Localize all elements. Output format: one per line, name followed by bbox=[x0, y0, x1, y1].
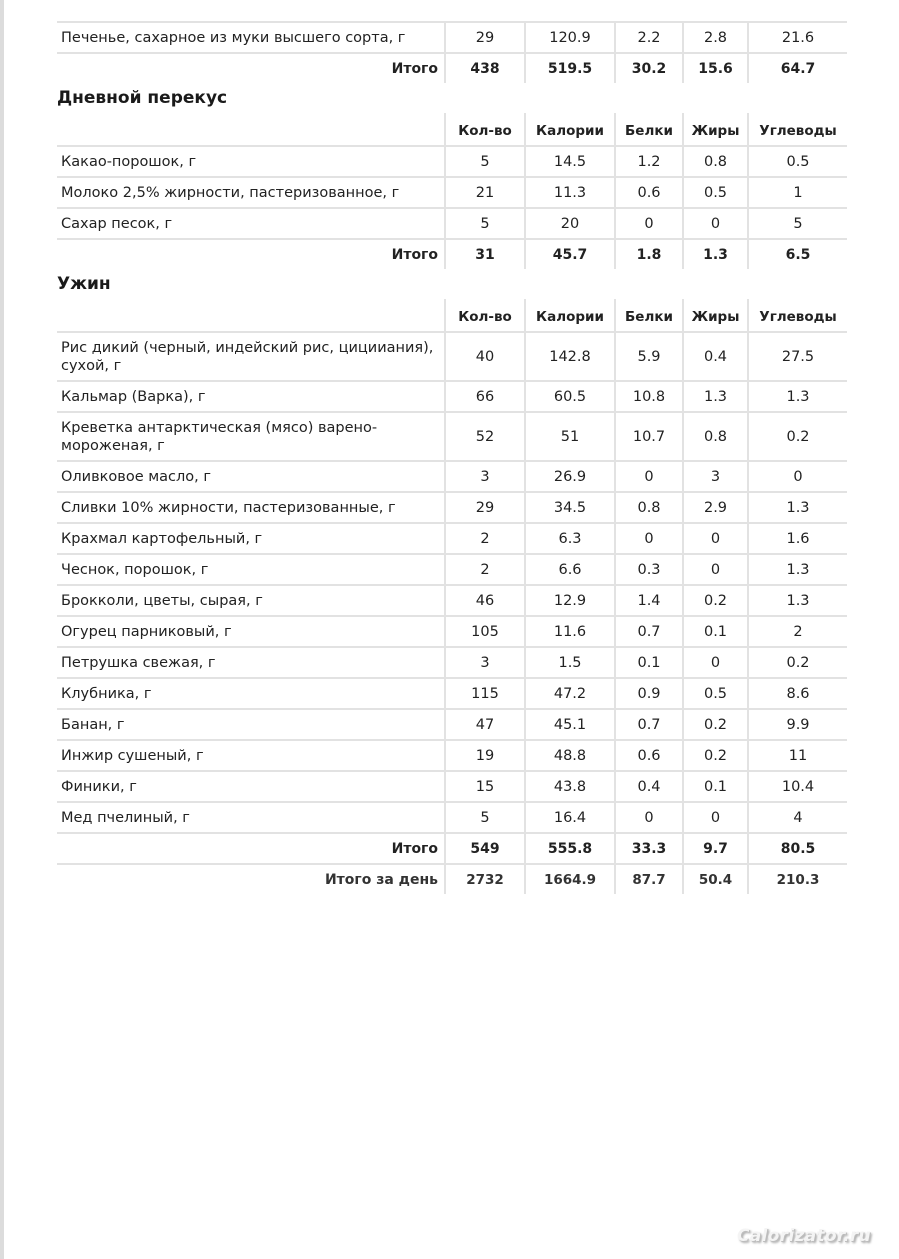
food-qty: 52 bbox=[445, 412, 525, 461]
food-row bbox=[57, 523, 847, 554]
total-fat: 1.3 bbox=[683, 239, 748, 269]
food-name: Петрушка свежая, г bbox=[57, 647, 445, 678]
food-qty: 40 bbox=[445, 332, 525, 381]
food-protein: 0 bbox=[615, 802, 683, 833]
food-calories: 34.5 bbox=[525, 492, 615, 523]
food-calories: 16.4 bbox=[525, 802, 615, 833]
day-total-carbs: 210.3 bbox=[748, 864, 847, 894]
food-name: Креветка антарктическая (мясо) варено-мороженая, г bbox=[57, 412, 445, 461]
total-row bbox=[57, 53, 847, 83]
food-name: Рис дикий (черный, индейский рис, цицииания), сухой, г bbox=[57, 332, 445, 381]
table-header-row bbox=[57, 299, 847, 332]
food-protein: 0.6 bbox=[615, 740, 683, 771]
dinner-table bbox=[57, 299, 847, 894]
food-fat: 0.5 bbox=[683, 678, 748, 709]
food-carbs: 0 bbox=[748, 461, 847, 492]
food-row bbox=[57, 146, 847, 177]
food-carbs: 0.2 bbox=[748, 647, 847, 678]
food-carbs: 9.9 bbox=[748, 709, 847, 740]
food-calories: 142.8 bbox=[525, 332, 615, 381]
food-row bbox=[57, 647, 847, 678]
food-row bbox=[57, 492, 847, 523]
food-fat: 0.1 bbox=[683, 616, 748, 647]
food-row bbox=[57, 22, 847, 53]
food-qty: 29 bbox=[445, 22, 525, 53]
food-row bbox=[57, 177, 847, 208]
food-carbs: 5 bbox=[748, 208, 847, 239]
food-name: Сахар песок, г bbox=[57, 208, 445, 239]
header-fat: Жиры bbox=[683, 113, 748, 146]
food-qty: 46 bbox=[445, 585, 525, 616]
food-name: Чеснок, порошок, г bbox=[57, 554, 445, 585]
total-carbs: 6.5 bbox=[748, 239, 847, 269]
food-row bbox=[57, 678, 847, 709]
food-fat: 0 bbox=[683, 523, 748, 554]
food-protein: 0.6 bbox=[615, 177, 683, 208]
food-fat: 0 bbox=[683, 647, 748, 678]
food-name: Крахмал картофельный, г bbox=[57, 523, 445, 554]
snack-table bbox=[57, 113, 847, 269]
food-protein: 0 bbox=[615, 461, 683, 492]
total-fat: 15.6 bbox=[683, 53, 748, 83]
food-row bbox=[57, 332, 847, 381]
food-calories: 45.1 bbox=[525, 709, 615, 740]
food-qty: 5 bbox=[445, 146, 525, 177]
food-name: Банан, г bbox=[57, 709, 445, 740]
food-name: Брокколи, цветы, сырая, г bbox=[57, 585, 445, 616]
food-protein: 0 bbox=[615, 208, 683, 239]
food-fat: 2.8 bbox=[683, 22, 748, 53]
food-calories: 47.2 bbox=[525, 678, 615, 709]
food-name: Печенье, сахарное из муки высшего сорта, г bbox=[57, 22, 445, 53]
total-protein: 33.3 bbox=[615, 833, 683, 864]
food-row bbox=[57, 616, 847, 647]
food-carbs: 1.3 bbox=[748, 585, 847, 616]
food-protein: 0.3 bbox=[615, 554, 683, 585]
header-protein: Белки bbox=[615, 113, 683, 146]
total-protein: 1.8 bbox=[615, 239, 683, 269]
food-protein: 5.9 bbox=[615, 332, 683, 381]
food-calories: 6.3 bbox=[525, 523, 615, 554]
total-row bbox=[57, 833, 847, 864]
header-qty: Кол-во bbox=[445, 299, 525, 332]
header-carbs: Углеводы bbox=[748, 299, 847, 332]
food-protein: 0.4 bbox=[615, 771, 683, 802]
food-carbs: 27.5 bbox=[748, 332, 847, 381]
food-fat: 0.8 bbox=[683, 412, 748, 461]
food-carbs: 2 bbox=[748, 616, 847, 647]
food-calories: 60.5 bbox=[525, 381, 615, 412]
food-carbs: 1.3 bbox=[748, 492, 847, 523]
food-qty: 115 bbox=[445, 678, 525, 709]
header-carbs: Углеводы bbox=[748, 113, 847, 146]
food-calories: 1.5 bbox=[525, 647, 615, 678]
food-qty: 29 bbox=[445, 492, 525, 523]
food-calories: 26.9 bbox=[525, 461, 615, 492]
food-protein: 0.7 bbox=[615, 709, 683, 740]
total-carbs: 64.7 bbox=[748, 53, 847, 83]
total-qty: 438 bbox=[445, 53, 525, 83]
food-qty: 66 bbox=[445, 381, 525, 412]
food-name: Мед пчелиный, г bbox=[57, 802, 445, 833]
food-qty: 5 bbox=[445, 208, 525, 239]
food-carbs: 21.6 bbox=[748, 22, 847, 53]
total-calories: 519.5 bbox=[525, 53, 615, 83]
food-fat: 0.8 bbox=[683, 146, 748, 177]
total-carbs: 80.5 bbox=[748, 833, 847, 864]
table-header-row bbox=[57, 113, 847, 146]
food-row bbox=[57, 412, 847, 461]
food-protein: 0.8 bbox=[615, 492, 683, 523]
food-fat: 3 bbox=[683, 461, 748, 492]
food-row bbox=[57, 461, 847, 492]
total-qty: 549 bbox=[445, 833, 525, 864]
food-qty: 2 bbox=[445, 554, 525, 585]
day-total-fat: 50.4 bbox=[683, 864, 748, 894]
day-total-calories: 1664.9 bbox=[525, 864, 615, 894]
meal-plan-document bbox=[57, 0, 847, 894]
food-name: Кальмар (Варка), г bbox=[57, 381, 445, 412]
food-carbs: 1.6 bbox=[748, 523, 847, 554]
food-name: Оливковое масло, г bbox=[57, 461, 445, 492]
food-row bbox=[57, 709, 847, 740]
total-protein: 30.2 bbox=[615, 53, 683, 83]
header-blank bbox=[57, 299, 445, 332]
food-name: Финики, г bbox=[57, 771, 445, 802]
food-protein: 2.2 bbox=[615, 22, 683, 53]
food-fat: 0.4 bbox=[683, 332, 748, 381]
food-row bbox=[57, 740, 847, 771]
food-qty: 19 bbox=[445, 740, 525, 771]
food-fat: 0.1 bbox=[683, 771, 748, 802]
food-row bbox=[57, 554, 847, 585]
food-name: Сливки 10% жирности, пастеризованные, г bbox=[57, 492, 445, 523]
total-qty: 31 bbox=[445, 239, 525, 269]
food-calories: 120.9 bbox=[525, 22, 615, 53]
food-fat: 2.9 bbox=[683, 492, 748, 523]
header-qty: Кол-во bbox=[445, 113, 525, 146]
food-carbs: 1 bbox=[748, 177, 847, 208]
food-carbs: 8.6 bbox=[748, 678, 847, 709]
food-fat: 0.5 bbox=[683, 177, 748, 208]
header-blank bbox=[57, 113, 445, 146]
food-qty: 15 bbox=[445, 771, 525, 802]
section-title-snack: Дневной перекус bbox=[57, 88, 228, 108]
food-protein: 1.2 bbox=[615, 146, 683, 177]
food-row bbox=[57, 802, 847, 833]
food-carbs: 10.4 bbox=[748, 771, 847, 802]
food-protein: 1.4 bbox=[615, 585, 683, 616]
food-carbs: 1.3 bbox=[748, 381, 847, 412]
header-calories: Калории bbox=[525, 113, 615, 146]
food-fat: 0 bbox=[683, 554, 748, 585]
section-title-dinner: Ужин bbox=[57, 274, 111, 294]
day-total-protein: 87.7 bbox=[615, 864, 683, 894]
food-qty: 2 bbox=[445, 523, 525, 554]
food-calories: 12.9 bbox=[525, 585, 615, 616]
food-calories: 51 bbox=[525, 412, 615, 461]
header-protein: Белки bbox=[615, 299, 683, 332]
food-calories: 20 bbox=[525, 208, 615, 239]
food-carbs: 0.2 bbox=[748, 412, 847, 461]
food-protein: 0.9 bbox=[615, 678, 683, 709]
total-label: Итого bbox=[57, 239, 445, 269]
food-name: Какао-порошок, г bbox=[57, 146, 445, 177]
food-qty: 5 bbox=[445, 802, 525, 833]
day-total-qty: 2732 bbox=[445, 864, 525, 894]
food-calories: 6.6 bbox=[525, 554, 615, 585]
food-fat: 1.3 bbox=[683, 381, 748, 412]
food-row bbox=[57, 381, 847, 412]
food-row bbox=[57, 585, 847, 616]
food-calories: 11.6 bbox=[525, 616, 615, 647]
food-qty: 105 bbox=[445, 616, 525, 647]
header-calories: Калории bbox=[525, 299, 615, 332]
total-row bbox=[57, 239, 847, 269]
food-carbs: 4 bbox=[748, 802, 847, 833]
food-carbs: 1.3 bbox=[748, 554, 847, 585]
food-fat: 0 bbox=[683, 802, 748, 833]
header-fat: Жиры bbox=[683, 299, 748, 332]
food-row bbox=[57, 771, 847, 802]
food-qty: 3 bbox=[445, 461, 525, 492]
food-carbs: 0.5 bbox=[748, 146, 847, 177]
food-name: Огурец парниковый, г bbox=[57, 616, 445, 647]
food-name: Инжир сушеный, г bbox=[57, 740, 445, 771]
food-protein: 0.1 bbox=[615, 647, 683, 678]
food-fat: 0.2 bbox=[683, 585, 748, 616]
food-name: Клубника, г bbox=[57, 678, 445, 709]
food-fat: 0.2 bbox=[683, 740, 748, 771]
food-calories: 11.3 bbox=[525, 177, 615, 208]
day-total-row bbox=[57, 864, 847, 894]
total-label: Итого bbox=[57, 53, 445, 83]
previous-meal-table bbox=[57, 21, 847, 83]
day-total-label: Итого за день bbox=[57, 864, 445, 894]
food-protein: 10.8 bbox=[615, 381, 683, 412]
total-fat: 9.7 bbox=[683, 833, 748, 864]
total-calories: 45.7 bbox=[525, 239, 615, 269]
food-calories: 48.8 bbox=[525, 740, 615, 771]
food-calories: 14.5 bbox=[525, 146, 615, 177]
food-fat: 0 bbox=[683, 208, 748, 239]
food-carbs: 11 bbox=[748, 740, 847, 771]
food-qty: 3 bbox=[445, 647, 525, 678]
food-protein: 0 bbox=[615, 523, 683, 554]
food-protein: 0.7 bbox=[615, 616, 683, 647]
calorizator-watermark-logo: Calorizator.ru bbox=[737, 1226, 871, 1246]
food-protein: 10.7 bbox=[615, 412, 683, 461]
food-calories: 43.8 bbox=[525, 771, 615, 802]
food-fat: 0.2 bbox=[683, 709, 748, 740]
total-label: Итого bbox=[57, 833, 445, 864]
total-calories: 555.8 bbox=[525, 833, 615, 864]
page-edge bbox=[0, 0, 4, 1259]
food-name: Молоко 2,5% жирности, пастеризованное, г bbox=[57, 177, 445, 208]
food-qty: 47 bbox=[445, 709, 525, 740]
food-row bbox=[57, 208, 847, 239]
food-qty: 21 bbox=[445, 177, 525, 208]
